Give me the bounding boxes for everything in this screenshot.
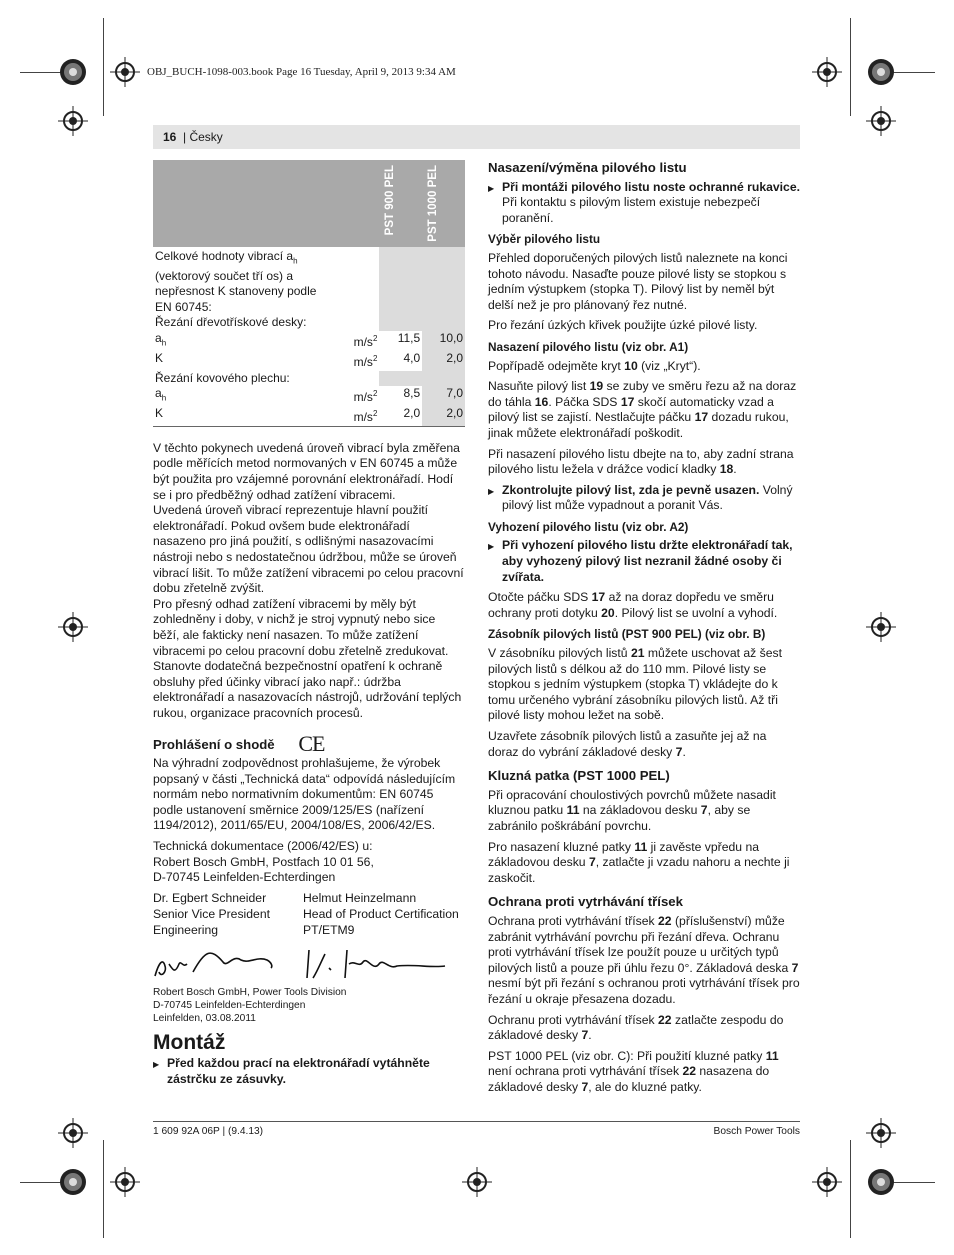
tech-doc: Technická dokumentace (2006/42/ES) u: Robert Bosch GmbH, Postfach 10 01 56, D-70745 Leinfelden-Echterdingen: [153, 839, 374, 885]
table-intro: Celkové hodnoty vibrací $a_h$ (vektorový součet tří os) a nepřesnost K stanoveny podle EN 60745: Řezání dřevotřískové desky:: [155, 248, 317, 330]
signatories: Dr. Egbert Schneider Senior Vice President Engineering Helmut Heinzelmann Head of Product Certification PT/ETM9: [153, 890, 459, 937]
crosshair-icon: [58, 106, 88, 136]
montaz-heading: Montáž: [153, 1030, 226, 1054]
paragraph: Pro nasazení kluzné patky 11 ji zavěste vpředu na základovou desku 7, zatlačte ji vzadu nahoru a nechte ji zaskočit.: [488, 839, 790, 885]
paragraph: V těchto pokynech uvedená úroveň vibrací byla změřena podle měřících metod normovaných v EN 60745 a může být použita pro vzájemné porovnání elektronářadí. Hodí se i pro předběžný odhad zatížení vibracemi.: [153, 440, 460, 502]
vibration-table: [153, 160, 465, 427]
registration-rosette-icon: [58, 57, 88, 87]
crop-mark: [103, 1140, 104, 1238]
print-header: OBJ_BUCH-1098-003.book Page 16 Tuesday, April 9, 2013 9:34 AM: [147, 66, 456, 78]
paragraph: Přehled doporučených pilových listů naleznete na konci tohoto návodu. Nasaďte pouze pilové listy se stopkou s jedním výstupkem (stopka T). Pilový list by neměl být delší než je pro plánovaný řez nutné.: [488, 250, 788, 312]
crop-mark: [850, 1140, 851, 1238]
crosshair-icon: [58, 612, 88, 642]
bullet-item: ▶ Zkontrolujte pilový list, zda je pevně usazen. Volný pilový list může vypadnout a poranit Vás.: [488, 483, 800, 514]
paragraph: Při opracování choulostivých povrchů můžete nasadit kluznou patku 11 na základovou desku 7, aby se zabránilo poškrábání povrchu.: [488, 787, 776, 833]
table-subheading: Řezání kovového plechu:: [155, 370, 290, 385]
crosshair-icon: [110, 1167, 140, 1197]
signature-image: [153, 942, 465, 984]
registration-rosette-icon: [866, 57, 896, 87]
crosshair-icon: [812, 1167, 842, 1197]
paragraph: Ochrana proti vytrhávání třísek 22 (příslušenství) může zabránit vytrhávání povrchu při řezání dřeva. Ochranu proti vytrhávání třísek lze použít pouze u určitých typů pilových listů a pouze při úhlu řezu 0°. Základová deska 7 nesmí být při řezání s ochranou proti vytrhávání třísek pro řezání u okraje přesazena dozadu.: [488, 913, 800, 1006]
paragraph: Při nasazení pilového listu dbejte na to, aby zadní strana pilového listu ležela v drážce vodicí kladky 18.: [488, 446, 794, 477]
crosshair-icon: [866, 612, 896, 642]
footer-rule: [153, 1121, 800, 1122]
table-row: K $m/s^2$ 2,0 2,0: [153, 406, 465, 426]
table-row: K $m/s^2$ 4,0 2,0: [155, 351, 463, 370]
footer-doc-id: 1 609 92A 06P | (9.4.13): [153, 1126, 264, 1137]
registration-rosette-icon: [866, 1167, 896, 1197]
paragraph: Nasuňte pilový list 19 se zuby ve směru řezu až na doraz do táhla 16. Páčka SDS 17 skočí automaticky vzad a pilový list se zajistí. Nestlačujte páčku 17 dozadu rukou, jinak můžete elektronářadí poškodit.: [488, 379, 797, 440]
paragraph: V zásobníku pilových listů 21 můžete uschovat až šest pilových listů s délkou až do 110 mm. Pilové listy se stopkou s jedním výstupkem (stopka T) vkládejte do k tomu určeného vybrání zásobníku pilových listů. Až tři pilové listy mohou ležet na sobě.: [488, 646, 783, 723]
paragraph: Ochranu proti vytrhávání třísek 22 zatlačte zespodu do základové desky 7.: [488, 1012, 784, 1043]
page-language: | Česky: [183, 130, 223, 144]
crosshair-icon: [866, 106, 896, 136]
paragraph: Uzavřete zásobník pilových listů a zasuňte jej až na doraz do vybrání základové desky 7.: [488, 729, 767, 759]
subsection-heading: Nasazení pilového listu (viz obr. A1): [488, 339, 689, 354]
crosshair-icon: [462, 1167, 492, 1197]
section-heading: Nasazení/výměna pilového listu: [488, 160, 687, 175]
paragraph: Otočte páčku SDS 17 až na doraz dopředu ve směru ochrany proti dotyku 20. Pilový list se uvolní a vyhodí.: [488, 590, 778, 620]
right-column: [488, 152, 800, 1100]
subsection-heading: Vyhození pilového listu (viz obr. A2): [488, 519, 689, 534]
ce-mark-icon: CE: [298, 730, 325, 756]
crop-mark: [850, 18, 851, 116]
paragraph: PST 1000 PEL (viz obr. C): Při použití kluzné patky 11 není ochrana proti vytrhávání třísek 22 nasazena do základové desky 7, ale do kluzné patky.: [488, 1048, 779, 1094]
page-header: [153, 125, 800, 149]
subsection-heading: Výběr pilového listu: [488, 232, 601, 247]
page-number: 16: [163, 130, 177, 144]
crosshair-icon: [110, 57, 140, 87]
declaration-heading: Prohlášení o shodě CE: [153, 730, 325, 756]
table-row: $a_h$ $m/s^2$ 11,5 10,0: [155, 331, 463, 350]
bullet-item: ▶ Před každou prací na elektronářadí vytáhněte zástrčku ze zásuvky.: [153, 1056, 465, 1087]
paragraph: Na výhradní zodpovědnost prohlašujeme, že výrobek popsaný v části „Technická data“ odpovídá následujícím normám nebo normativním dokumentům: EN 60745 podle ustanovení směrnice 2009/125/ES (nařízení 1194/2012), 2011/65/EU, 2004/108/ES, 2006/42/ES.: [153, 756, 456, 833]
crosshair-icon: [58, 1118, 88, 1148]
paragraph: Uvedená úroveň vibrací reprezentuje hlavní použití elektronářadí. Pokud ovšem bude elektronářadí nasazeno pro jiná použití, s odlišnými nasazovacími nástroji nebo s nedostatečnou údržbou, může se úroveň vibrací lišit. To může zatížení vibracemi po celou pracovní dobu zřetelně zvýšit.: [153, 503, 464, 596]
paragraph: Pro přesný odhad zatížení vibracemi by měly být zohledněny i doby, v nichž je stroj vypnutý nebo sice běží, ale fakticky není nasazen. To může zatížení vibracemi po celou pracovní dobu zřetelně zredukovat.: [153, 596, 449, 658]
left-column: [153, 160, 465, 1093]
crop-mark: [103, 18, 104, 116]
company-address: Robert Bosch GmbH, Power Tools Division D-70745 Leinfelden-Echterdingen Leinfelden, 03.08.2011: [153, 986, 347, 1024]
paragraph: Stanovte dodatečná bezpečnostní opatření k ochraně obsluhy před účinky vibrací jako např.: údržba elektronářadí a nasazovacích nástrojů, udržování teplých rukou, organizace pracovních procesů.: [153, 659, 462, 720]
section-heading: Ochrana proti vytrhávání třísek: [488, 894, 683, 910]
bullet-item: ▶ Při montáži pilového listu noste ochranné rukavice. Při kontaktu s pilovým listem existuje nebezpečí poranění.: [488, 180, 800, 227]
paragraph: Popřípadě odejměte kryt 10 (viz „Kryt“).: [488, 358, 701, 373]
subsection-heading: Zásobník pilových listů (PST 900 PEL) (viz obr. B): [488, 627, 766, 642]
table-row: $a_h$ $m/s^2$ 8,5 7,0: [155, 386, 463, 405]
col-header-pst1000: PST 1000 PEL: [427, 165, 440, 242]
section-heading: Kluzná patka (PST 1000 PEL): [488, 768, 670, 784]
paragraph: Pro řezání úzkých křivek použijte úzké pilové listy.: [488, 318, 758, 333]
crosshair-icon: [812, 57, 842, 87]
registration-rosette-icon: [58, 1167, 88, 1197]
bullet-item: ▶ Při vyhození pilového listu držte elektronářadí tak, aby vyhozený pilový list nezranil žádné osoby či zvířata.: [488, 538, 800, 585]
crosshair-icon: [866, 1118, 896, 1148]
footer-brand: Bosch Power Tools: [713, 1126, 800, 1137]
col-header-pst900: PST 900 PEL: [384, 165, 397, 236]
